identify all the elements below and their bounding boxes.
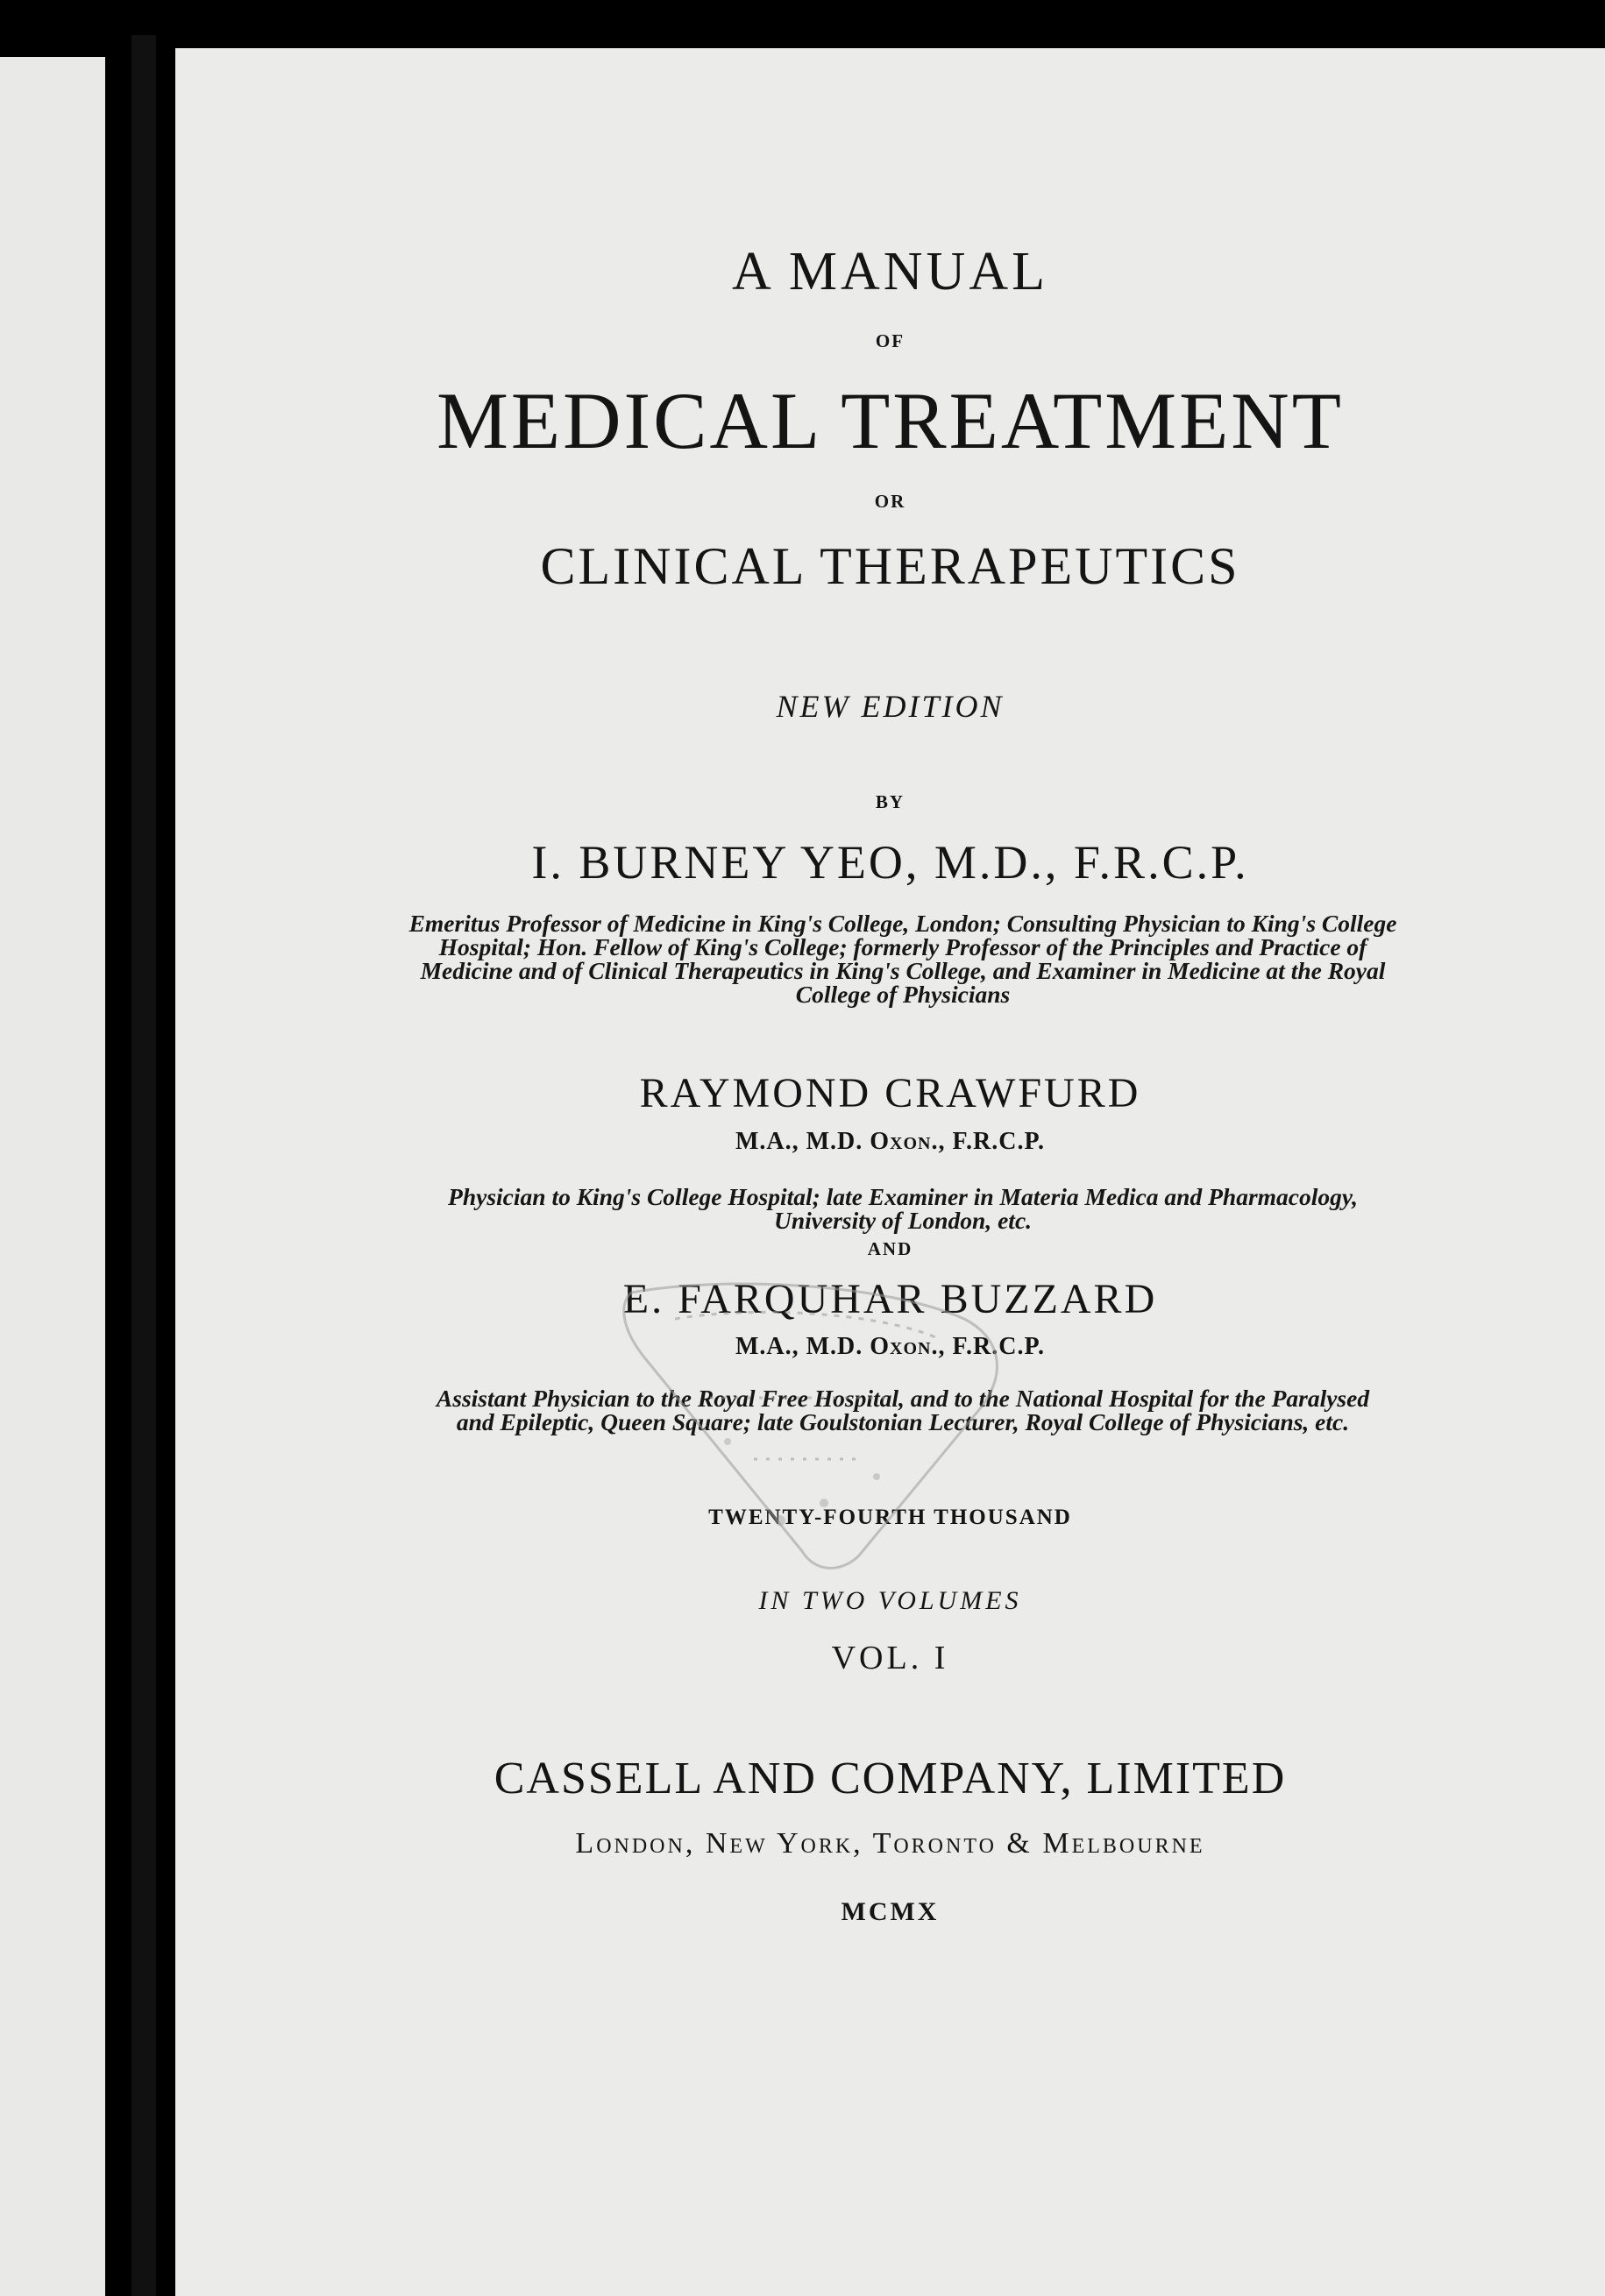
- publisher-places: London, New York, Toronto & Melbourne: [575, 1827, 1205, 1860]
- author-3-name: E. FARQUHAR BUZZARD: [622, 1276, 1158, 1322]
- author-3-degrees: M.A., M.D. Oxon., F.R.C.P.: [735, 1333, 1046, 1360]
- binding-gutter: [131, 35, 156, 2296]
- publication-date: MCMX: [841, 1897, 940, 1926]
- author-2-name: RAYMOND CRAWFURD: [639, 1070, 1141, 1116]
- author-2-bio: Physician to King's College Hospital; late Examiner in Materia Medica and Pharmacology, University of London, etc.: [448, 1183, 1358, 1234]
- author-2-degrees: M.A., M.D. Oxon., F.R.C.P.: [735, 1128, 1046, 1155]
- volumes-note: IN TWO VOLUMES: [758, 1586, 1022, 1615]
- title-of: OF: [875, 330, 905, 351]
- edition: NEW EDITION: [776, 689, 1005, 724]
- impression: TWENTY-FOURTH THOUSAND: [708, 1506, 1072, 1529]
- by-label: BY: [875, 791, 905, 812]
- volume-number: VOL. I: [831, 1640, 949, 1676]
- title-page: [175, 48, 1605, 2296]
- facing-page-edge: [0, 57, 105, 2296]
- subtitle: CLINICAL THERAPEUTICS: [540, 537, 1240, 595]
- main-title: MEDICAL TREATMENT: [437, 376, 1344, 465]
- author-1-name: I. BURNEY YEO, M.D., F.R.C.P.: [531, 836, 1249, 889]
- author-3-bio: Assistant Physician to the Royal Free Hospital, and to the National Hospital for the Paralysed and Epileptic, Queen Square; late Goulstonian Lecturer, Royal College of Physicians, etc.: [436, 1385, 1370, 1435]
- title-or: OR: [874, 491, 906, 512]
- and-label: AND: [867, 1238, 913, 1259]
- author-1-bio: Emeritus Professor of Medicine in King's College, London; Consulting Physician to King's College Hospital; Hon. Fellow of King's College; formerly Professor of the Principles and Practice of Medicine and of Clinical Therapeutics in King's College, and Examiner in Medicine at the Royal College of Physicians: [408, 910, 1397, 1008]
- title-line-1: A MANUAL: [732, 242, 1048, 301]
- faded-library-stamp: [596, 1258, 1034, 1591]
- publisher: CASSELL AND COMPANY, LIMITED: [494, 1754, 1287, 1803]
